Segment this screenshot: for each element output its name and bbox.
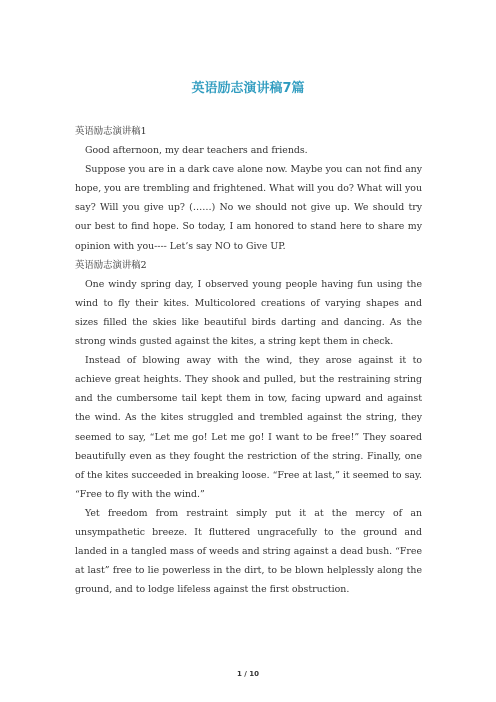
section-heading: 英语励志演讲稿2 (75, 259, 147, 271)
paragraph: Instead of blowing away with the wind, they arose against it to achieve great heights. They shook and pulled, but the restraining string and the cumbersome tail kept them in tow, facing upward and against the wind. As the kites struggled and trembled against the string, they seemed to say, “Let me go! Let me go! I want to be free!” They soared beautifully even as they fought the restriction of the string. Finally, one of the kites succeeded in breaking loose. “Free at last,” it seemed to say. “Free to fly with the wind.” (75, 355, 422, 500)
document-title: 英语励志演讲稿7篇 (191, 81, 305, 96)
paragraph: Suppose you are in a dark cave alone now. Maybe you can not find any hope, you are trembling and frightened. What will you do? What will you say? Will you give up? (……) No we should not give up. We should try our best to find hope. So today, I am honored to stand here to share my opinion with you---- Let’s say NO to Give UP. (75, 164, 422, 252)
section-heading: 英语励志演讲稿1 (75, 126, 147, 137)
paragraph: Yet freedom from restraint simply put it at the mercy of an unsympathetic breeze. It fluttered ungracefully to the ground and landed in a tangled mass of weeds and string against a dead bush. “Free at last” free to lie powerless in the dirt, to be blown helplessly along the ground, and to lodge lifeless against the first obstruction. (75, 507, 422, 596)
page-number: 1 / 10 (236, 670, 260, 678)
paragraph: One windy spring day, I observed young people having fun using the wind to fly their kites. Multicolored creations of varying shapes and sizes filled the skies like beautiful birds darting and dancing. As the strong winds gusted against the kites, a string kept them in check. (75, 278, 422, 348)
document-body (75, 122, 422, 599)
paragraph: Good afternoon, my dear teachers and friends. (85, 145, 308, 157)
